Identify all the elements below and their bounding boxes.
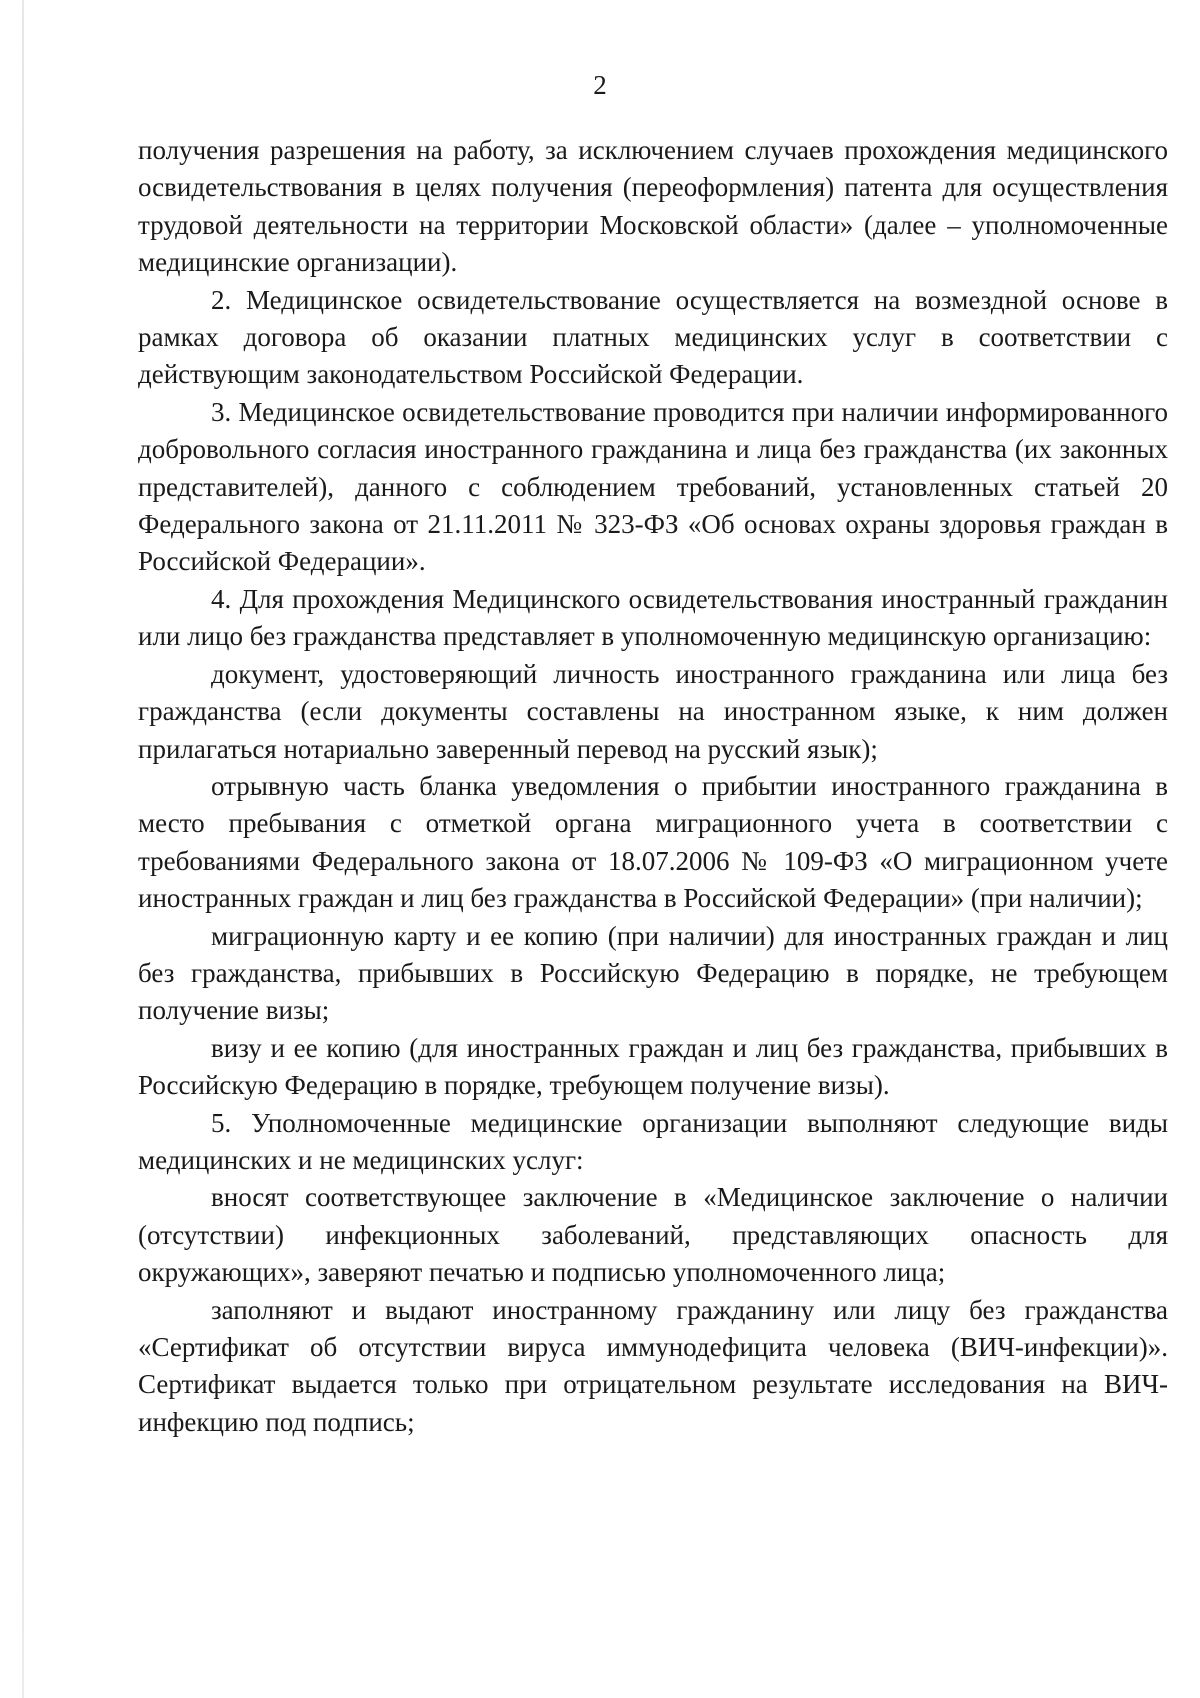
list-item-medical-conclusion: вносят соответствующее заключение в «Медицинское заключение о наличии (отсутствии) инфекционных заболеваний, представляющих опасность для окружающих», заверяют печатью и подписью уполномоченного лица; [138,1182,1168,1288]
paragraph-item-4: 4. Для прохождения Медицинского освидетельствования иностранный гражданин или лицо без гражданства представляет в уполномоченную медицинскую организацию: [138,583,1168,652]
list-item-hiv-certificate: заполняют и выдают иностранному гражданину или лицу без гражданства «Сертификат об отсутствии вируса иммунодефицита человека (ВИЧ-инфекции)». Сертификат выдается только при отрицательном результате исследования на ВИЧ-инфекцию под подпись; [138,1294,1168,1437]
scan-margin-line [22,0,24,1698]
paragraph-continuation: получения разрешения на работу, за исключением случаев прохождения медицинского освидетельствования в целях получения (переоформления) патента для осуществления трудовой деятельности на территории Московской области» (далее – уполномоченные медицинские организации). [138,135,1168,278]
list-item-identity-document: документ, удостоверяющий личность иностранного гражданина или лица без гражданства (если документы составлены на иностранном языке, к ним должен прилагаться нотариально заверенный перевод на русский язык); [138,658,1168,764]
list-item-arrival-notice: отрывную часть бланка уведомления о прибытии иностранного гражданина в место пребывания с отметкой органа миграционного учета в соответствии с требованиями Федерального закона от 18.07.2006 № 109-ФЗ «О миграционном учете иностранных граждан и лиц без гражданства в Российской Федерации» (при наличии); [138,770,1168,914]
list-item-migration-card: миграционную карту и ее копию (при наличии) для иностранных граждан и лиц без гражданства, прибывших в Российскую Федерацию в порядке, не требующем получение визы; [138,920,1168,1026]
paragraph-item-5: 5. Уполномоченные медицинские организации выполняют следующие виды медицинских и не медицинских услуг: [138,1107,1168,1175]
page-number: 2 [593,70,607,100]
document-body [138,132,1168,1441]
list-item-visa: визу и ее копию (для иностранных граждан и лиц без гражданства, прибывших в Российскую Федерацию в порядке, требующем получение визы). [138,1032,1168,1101]
paragraph-item-2: 2. Медицинское освидетельствование осуществляется на возмездной основе в рамках договора об оказании платных медицинских услуг в соответствии с действующим законодательством Российской Федерации. [138,284,1168,390]
paragraph-item-3: 3. Медицинское освидетельствование проводится при наличии информированного добровольного согласия иностранного гражданина и лица без гражданства (их законных представителей), данного с соблюдением требований, установленных статьей 20 Федерального закона от 21.11.2011 № 323-ФЗ «Об основах охраны здоровья граждан в Российской Федерации». [138,396,1168,577]
